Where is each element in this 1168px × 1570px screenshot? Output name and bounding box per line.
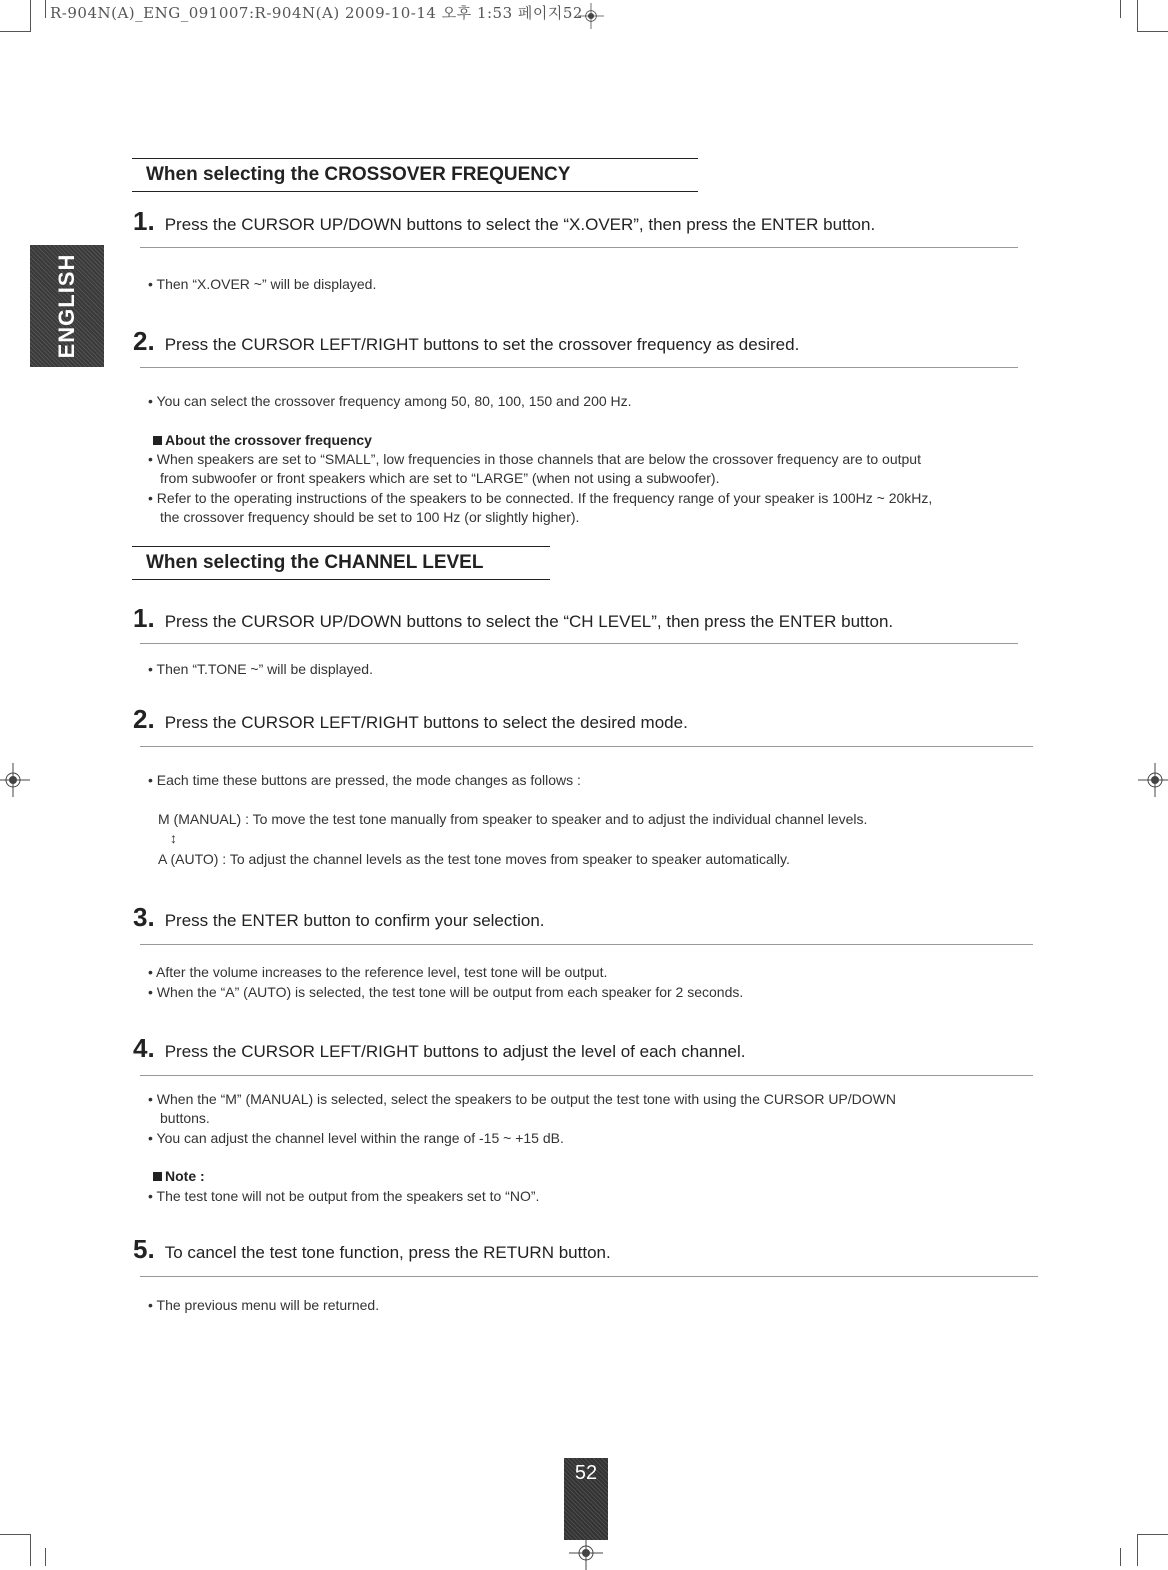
step-text: Press the CURSOR LEFT/RIGHT buttons to select the desired mode. [164, 713, 688, 732]
step-text: Press the CURSOR UP/DOWN buttons to select the “CH LEVEL”, then press the ENTER button. [164, 612, 894, 631]
crop-mark [1120, 1548, 1121, 1566]
crossover-step-2-note: • You can select the crossover frequency among 50, 80, 100, 150 and 200 Hz. [148, 393, 632, 409]
channel-step-3-note: • When the “A” (AUTO) is selected, the test tone will be output from each speaker for 2 seconds. [148, 984, 744, 1000]
crossover-step-1 [133, 206, 875, 237]
about-bullet-line: the crossover frequency should be set to 100 Hz (or slightly higher). [160, 509, 580, 525]
divider [140, 1075, 1033, 1076]
step-text: To cancel the test tone function, press the RETURN button. [164, 1243, 611, 1262]
crop-mark [1137, 0, 1138, 32]
crop-mark [45, 0, 46, 18]
channel-step-4-note: • You can adjust the channel level within the range of -15 ~ +15 dB. [148, 1130, 564, 1146]
page-number-tab [564, 1458, 608, 1540]
divider [140, 367, 1018, 368]
side-tab-label: ENGLISH [54, 253, 79, 359]
step-number: 5. [133, 1234, 155, 1264]
about-bullet-line: • When speakers are set to “SMALL”, low frequencies in those channels that are below the crossover frequency are to output [148, 451, 921, 467]
crop-mark [1137, 1534, 1138, 1566]
note-title-text: Note : [165, 1168, 205, 1184]
page-number: 52 [574, 1462, 598, 1484]
crossover-step-1-note: • Then “X.OVER ~” will be displayed. [148, 276, 377, 292]
channel-step-1 [133, 603, 893, 634]
channel-step-3 [133, 902, 545, 933]
square-bullet-icon [153, 1172, 162, 1181]
crop-mark [1120, 0, 1121, 18]
step-number: 2. [133, 326, 155, 356]
channel-step-5 [133, 1234, 611, 1265]
crop-mark [1137, 1534, 1168, 1535]
crop-mark [0, 1534, 31, 1535]
about-title-text: About the crossover frequency [165, 432, 372, 448]
crossover-step-2 [133, 326, 799, 357]
note-bullet: • The test tone will not be output from the speakers set to “NO”. [148, 1188, 540, 1204]
step-number: 1. [133, 603, 155, 633]
divider [140, 1276, 1038, 1277]
language-side-tab [30, 245, 104, 367]
section-heading-crossover: When selecting the CROSSOVER FREQUENCY [132, 158, 698, 192]
channel-step-1-note: • Then “T.TONE ~” will be displayed. [148, 661, 373, 677]
registration-mark-icon [1138, 763, 1168, 797]
divider [140, 746, 1033, 747]
print-header-line: R-904N(A)_ENG_091007:R-904N(A) 2009-10-14 오후 1:53 페이지52 [50, 4, 583, 22]
note-title [153, 1167, 205, 1186]
section-heading-channel-level: When selecting the CHANNEL LEVEL [132, 546, 550, 580]
step-number: 2. [133, 704, 155, 734]
channel-step-3-note: • After the volume increases to the reference level, test tone will be output. [148, 964, 608, 980]
step-text: Press the CURSOR LEFT/RIGHT buttons to set the crossover frequency as desired. [164, 335, 800, 354]
step-number: 4. [133, 1033, 155, 1063]
crop-mark [0, 31, 31, 32]
channel-step-2 [133, 704, 688, 735]
step-text: Press the CURSOR UP/DOWN buttons to select the “X.OVER”, then press the ENTER button. [164, 215, 876, 234]
channel-step-5-note: • The previous menu will be returned. [148, 1297, 380, 1313]
registration-mark-icon [578, 3, 604, 29]
step-number: 3. [133, 902, 155, 932]
about-bullet-line: • Refer to the operating instructions of the speakers to be connected. If the frequency range of your speaker is 100Hz ~ 20kHz, [148, 490, 933, 506]
step-text: Press the ENTER button to confirm your selection. [164, 911, 545, 930]
channel-step-4 [133, 1033, 745, 1064]
mode-manual-line: M (MANUAL) : To move the test tone manually from speaker to speaker and to adjust the individual channel levels. [158, 811, 868, 827]
divider [140, 643, 1018, 644]
registration-mark-icon [0, 763, 30, 797]
about-crossover-title [153, 431, 372, 450]
channel-step-4-note: buttons. [160, 1110, 210, 1126]
step-number: 1. [133, 206, 155, 236]
mode-auto-line: A (AUTO) : To adjust the channel levels as the test tone moves from speaker to speaker automatically. [158, 851, 790, 867]
crop-mark [30, 0, 31, 32]
step-text: Press the CURSOR LEFT/RIGHT buttons to adjust the level of each channel. [164, 1042, 746, 1061]
square-bullet-icon [153, 436, 162, 445]
crop-mark [30, 1534, 31, 1566]
registration-mark-icon [569, 1536, 603, 1570]
mode-toggle-arrow-icon: ↕ [170, 830, 177, 846]
crop-mark [45, 1548, 46, 1566]
channel-step-2-note: • Each time these buttons are pressed, the mode changes as follows : [148, 772, 581, 788]
crop-mark [1137, 31, 1168, 32]
divider [140, 944, 1033, 945]
about-bullet-line: from subwoofer or front speakers which are set to “LARGE” (when not using a subwoofer). [160, 470, 720, 486]
divider [140, 247, 1018, 248]
channel-step-4-note: • When the “M” (MANUAL) is selected, select the speakers to be output the test tone with using the CURSOR UP/DOWN [148, 1091, 896, 1107]
